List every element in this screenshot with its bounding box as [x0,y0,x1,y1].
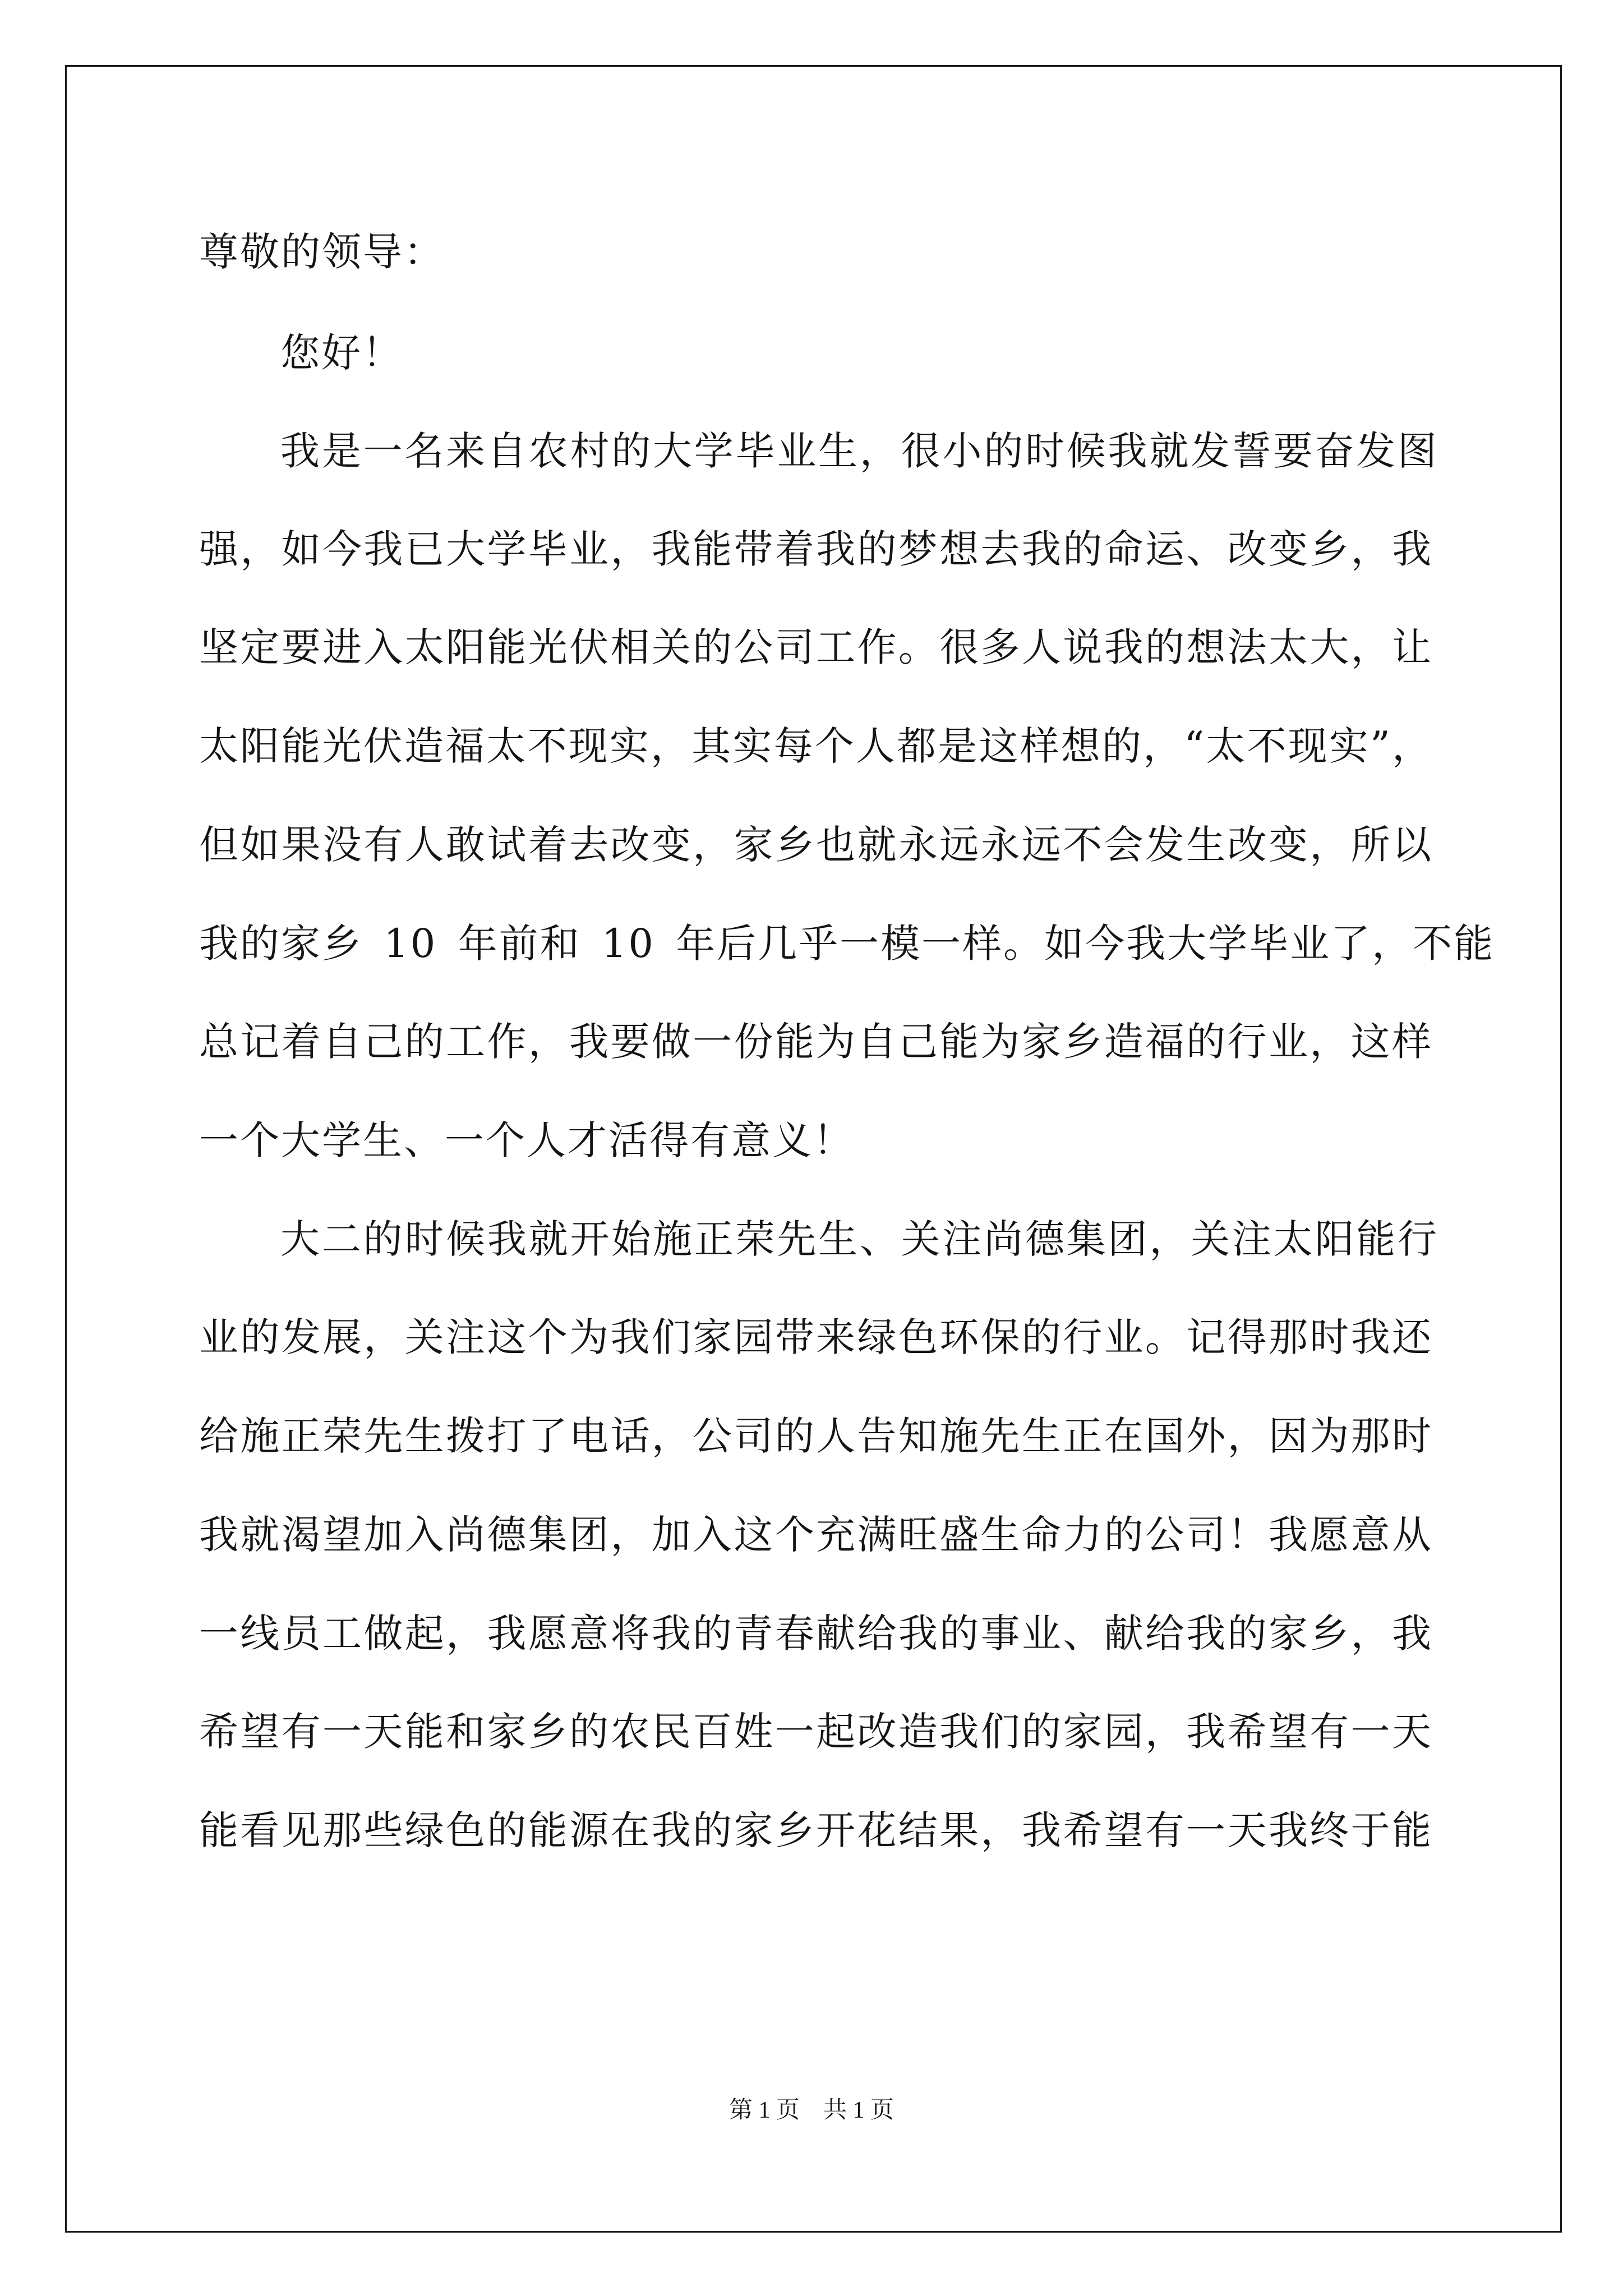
paragraph-1-line: 我的家乡 10 年前和 10 年后几乎一模一样。如今我大学毕业了，不能 [199,921,1495,967]
paragraph-1-line: 但如果没有人敢试着去改变，家乡也就永远永远不会发生改变，所以 [199,822,1433,868]
greeting: 您好！ [280,330,403,376]
paragraph-2-line: 给施正荣先生拨打了电话，公司的人告知施先生正在国外，因为那时 [199,1413,1433,1459]
paragraph-2-line: 大二的时候我就开始施正荣先生、关注尚德集团，关注太阳能行 [280,1216,1438,1262]
paragraph-1-line: 一个大学生、一个人才活得有意义！ [199,1117,854,1163]
paragraph-1-line: 坚定要进入太阳能光伏相关的公司工作。很多人说我的想法太大，让 [199,624,1433,670]
page-number-footer: 第 1 页 共 1 页 [728,2097,894,2123]
salutation: 尊敬的领导： [199,229,445,275]
paragraph-2-line: 一线员工做起，我愿意将我的青春献给我的事业、献给我的家乡，我 [199,1611,1433,1657]
paragraph-1-line: 总记着自己的工作，我要做一份能为自己能为家乡造福的行业，这样 [199,1019,1433,1065]
paragraph-2-line: 业的发展，关注这个为我们家园带来绿色环保的行业。记得那时我还 [199,1314,1433,1360]
paragraph-1-line: 太阳能光伏造福太不现实，其实每个人都是这样想的，“太不现实”， [199,723,1433,769]
paragraph-2-line: 能看见那些绿色的能源在我的家乡开花结果，我希望有一天我终于能 [199,1807,1433,1853]
paragraph-2-line: 我就渴望加入尚德集团，加入这个充满旺盛生命力的公司！我愿意从 [199,1512,1433,1558]
paragraph-1-line: 我是一名来自农村的大学毕业生，很小的时候我就发誓要奋发图 [280,428,1438,474]
paragraph-2-line: 希望有一天能和家乡的农民百姓一起改造我们的家园，我希望有一天 [199,1709,1433,1755]
paragraph-1-line: 强，如今我已大学毕业，我能带着我的梦想去我的命运、改变乡，我 [199,526,1433,572]
